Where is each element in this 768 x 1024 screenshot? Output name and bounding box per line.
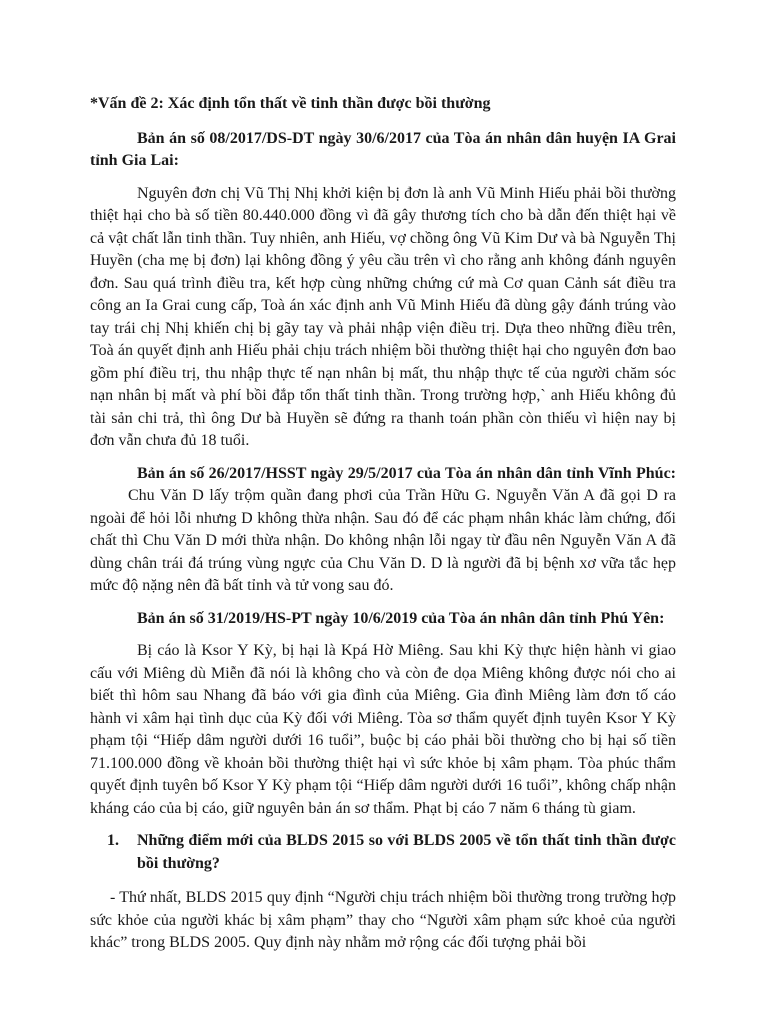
case-title-2: Bản án số 26/2017/HSST ngày 29/5/2017 của Tòa án nhân dân tỉnh Vĩnh Phúc: bbox=[137, 464, 676, 482]
final-paragraph: - Thứ nhất, BLDS 2015 quy định “Người chịu trách nhiệm bồi thường trong trường hợp sức khỏe của người khác bị xâm phạm” thay cho “Người xâm phạm sức khoẻ của người khác” trong BLDS 2005. Quy định này nhằm mở rộng các đối tượng phải bồi bbox=[90, 889, 676, 951]
case-paragraph-2 bbox=[90, 463, 676, 598]
case-body-1: Nguyên đơn chị Vũ Thị Nhị khởi kiện bị đơn là anh Vũ Minh Hiếu phải bồi thường thiệt hại cho bà số tiền 80.440.000 đồng vì đã gây thương tích cho bà dẫn đến thiệt hại về cả vật chất lẫn tinh thần. Tuy nhiên, anh Hiếu, vợ chồng ông Vũ Kim Dư và bà Nguyễn Thị Huyền (cha mẹ bị đơn) lại không đồng ý yêu cầu trên vì cho rằng anh không đánh nguyên đơn. Sau quá trình điều tra, kết hợp cùng những chứng cứ mà Cơ quan Cảnh sát điều tra công an Ia Grai cung cấp, Toà án xác định anh Vũ Minh Hiếu đã dùng gậy đánh trúng vào tay trái chị Nhị khiến chị bị gãy tay và phải nhập viện điều trị. Dựa theo những điều trên, Toà án quyết định anh Hiếu phải chịu trách nhiệm bồi thường thiệt hại cho nguyên đơn bao gồm phí điều trị, thu nhập thực tế nạn nhân bị mất, thu nhập thực tế của người chăm sóc nạn nhân bị mất và phí bồi đắp tổn thất tinh thần. Trong trường hợp,` anh Hiếu không đủ tài sản chi trả, thì ông Dư bà Huyền sẽ đứng ra thanh toán phần còn thiếu vì hiện nay bị đơn vẫn chưa đủ 18 tuổi. bbox=[90, 184, 676, 449]
numbered-heading-text: Những điểm mới của BLDS 2015 so với BLDS 2005 về tổn thất tinh thần được bồi thường? bbox=[137, 832, 676, 872]
case-body-2: Chu Văn D lấy trộm quần đang phơi của Trần Hữu G. Nguyễn Văn A đã gọi D ra ngoài để hỏi lỗi nhưng D không thừa nhận. Sau đó để các phạm nhân khác làm chứng, đối chất thì Chu Văn D mới thừa nhận. Do không nhận lỗi ngay từ đầu nên Nguyễn Văn A đã dùng chân trái đá trúng vùng ngực của Chu Văn D. D là người đã bị bệnh xơ vữa tắc hẹp mức độ nặng nên đã bất tỉnh và tử vong sau đó. bbox=[90, 487, 676, 594]
document-content bbox=[90, 93, 676, 955]
case-body-3: Bị cáo là Ksor Y Kỳ, bị hại là Kpá Hờ Miêng. Sau khi Kỳ thực hiện hành vi giao cấu với Miêng dù Miễn đã nói là không cho và còn đe dọa Miêng không được nói cho ai biết thì hôm sau Nhang đã báo với gia đình của Miêng. Gia đình Miêng làm đơn tố cáo hành vi xâm hại tình dục của Kỳ đối với Miêng. Tòa sơ thẩm quyết định tuyên Ksor Y Kỳ phạm tội “Hiếp dâm người dưới 16 tuổi”, buộc bị cáo phải bồi thường cho bị hại số tiền 71.100.000 đồng về khoản bồi thường thiệt hại vì sức khỏe bị xâm phạm. Tòa phúc thẩm quyết định tuyên bố Ksor Y Kỳ phạm tội “Hiếp dâm người dưới 16 tuổi”, không chấp nhận kháng cáo của bị cáo, giữ nguyên bản án sơ thẩm. Phạt bị cáo 7 năm 6 tháng tù giam. bbox=[90, 642, 676, 817]
numbered-heading bbox=[107, 830, 676, 875]
case-title-3: Bản án số 31/2019/HS-PT ngày 10/6/2019 của Tòa án nhân dân tỉnh Phú Yên: bbox=[137, 609, 665, 627]
section-heading: *Vấn đề 2: Xác định tổn thất về tinh thần được bồi thường bbox=[90, 95, 491, 112]
case-title-1: Bản án số 08/2017/DS-DT ngày 30/6/2017 của Tòa án nhân dân huyện IA Grai tỉnh Gia Lai: bbox=[90, 129, 676, 169]
numbered-heading-number: 1. bbox=[107, 832, 119, 849]
